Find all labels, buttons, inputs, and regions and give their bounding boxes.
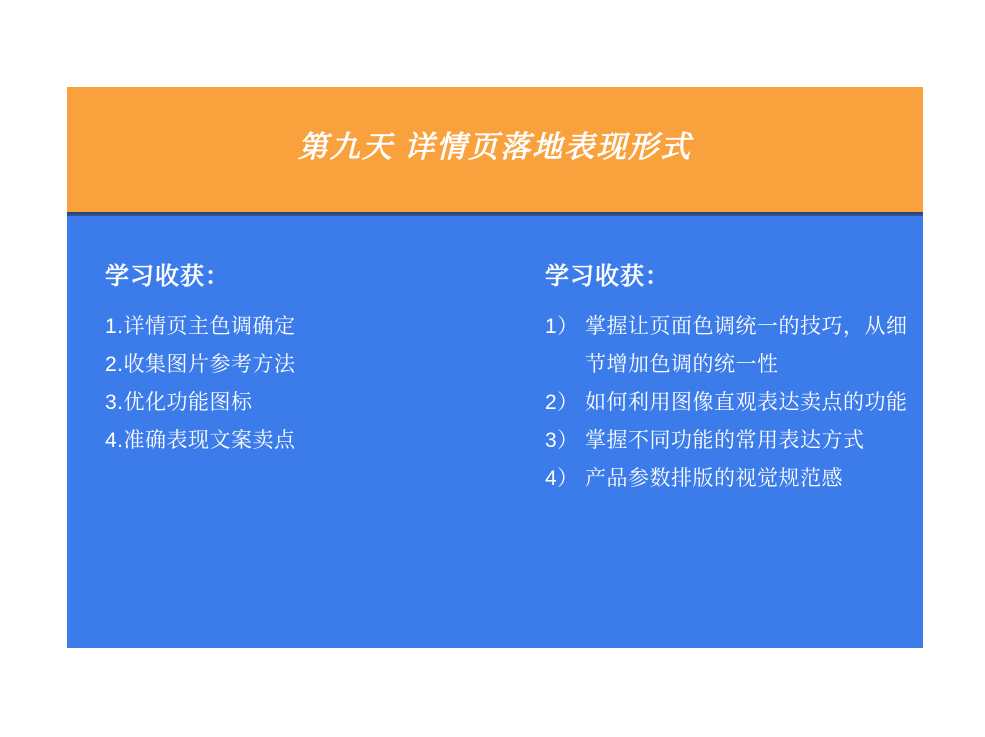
right-column: [545, 262, 919, 498]
item-text: [585, 460, 919, 498]
item-text: 收集图片参考方法: [123, 353, 296, 376]
item-text: 优化功能图标: [123, 391, 253, 414]
left-column: [105, 262, 465, 460]
item-marker: 4.: [105, 429, 124, 452]
slide-body: [67, 216, 923, 648]
list-item: [545, 422, 919, 460]
left-item-list: [105, 308, 465, 460]
item-marker: 4）: [545, 467, 579, 490]
item-text: [585, 384, 919, 422]
list-item: [545, 460, 919, 498]
item-text: 详情页主色调确定: [123, 315, 296, 338]
slide-title: 第九天 详情页落地表现形式: [297, 130, 693, 164]
left-column-heading: 学习收获：: [105, 263, 230, 290]
right-column-heading: 学习收获：: [545, 263, 670, 290]
item-text-line: 掌握让页面色调统一的技巧，从细: [585, 315, 908, 338]
item-text-line: 如何利用图像直观表达卖点的功能: [585, 391, 908, 414]
item-marker: 3.: [105, 391, 124, 414]
item-marker: 3）: [545, 429, 579, 452]
list-item: [105, 308, 465, 346]
list-item: [105, 346, 465, 384]
list-item: [105, 384, 465, 422]
list-item: [105, 422, 465, 460]
item-marker: 2.: [105, 353, 124, 376]
list-item: [545, 384, 919, 422]
presentation-slide: [67, 87, 923, 648]
item-marker: 1）: [545, 315, 579, 338]
item-text-line: 产品参数排版的视觉规范感: [585, 467, 843, 490]
item-text-line: 掌握不同功能的常用表达方式: [585, 429, 865, 452]
item-marker: 1.: [105, 315, 124, 338]
item-text-line: 节增加色调的统一性: [585, 353, 779, 376]
item-text: 准确表现文案卖点: [123, 429, 296, 452]
slide-header: [67, 87, 923, 212]
list-item: [545, 308, 919, 384]
item-text: [585, 422, 919, 460]
item-marker: 2）: [545, 391, 579, 414]
right-item-list: [545, 308, 919, 498]
item-text: [585, 308, 919, 384]
